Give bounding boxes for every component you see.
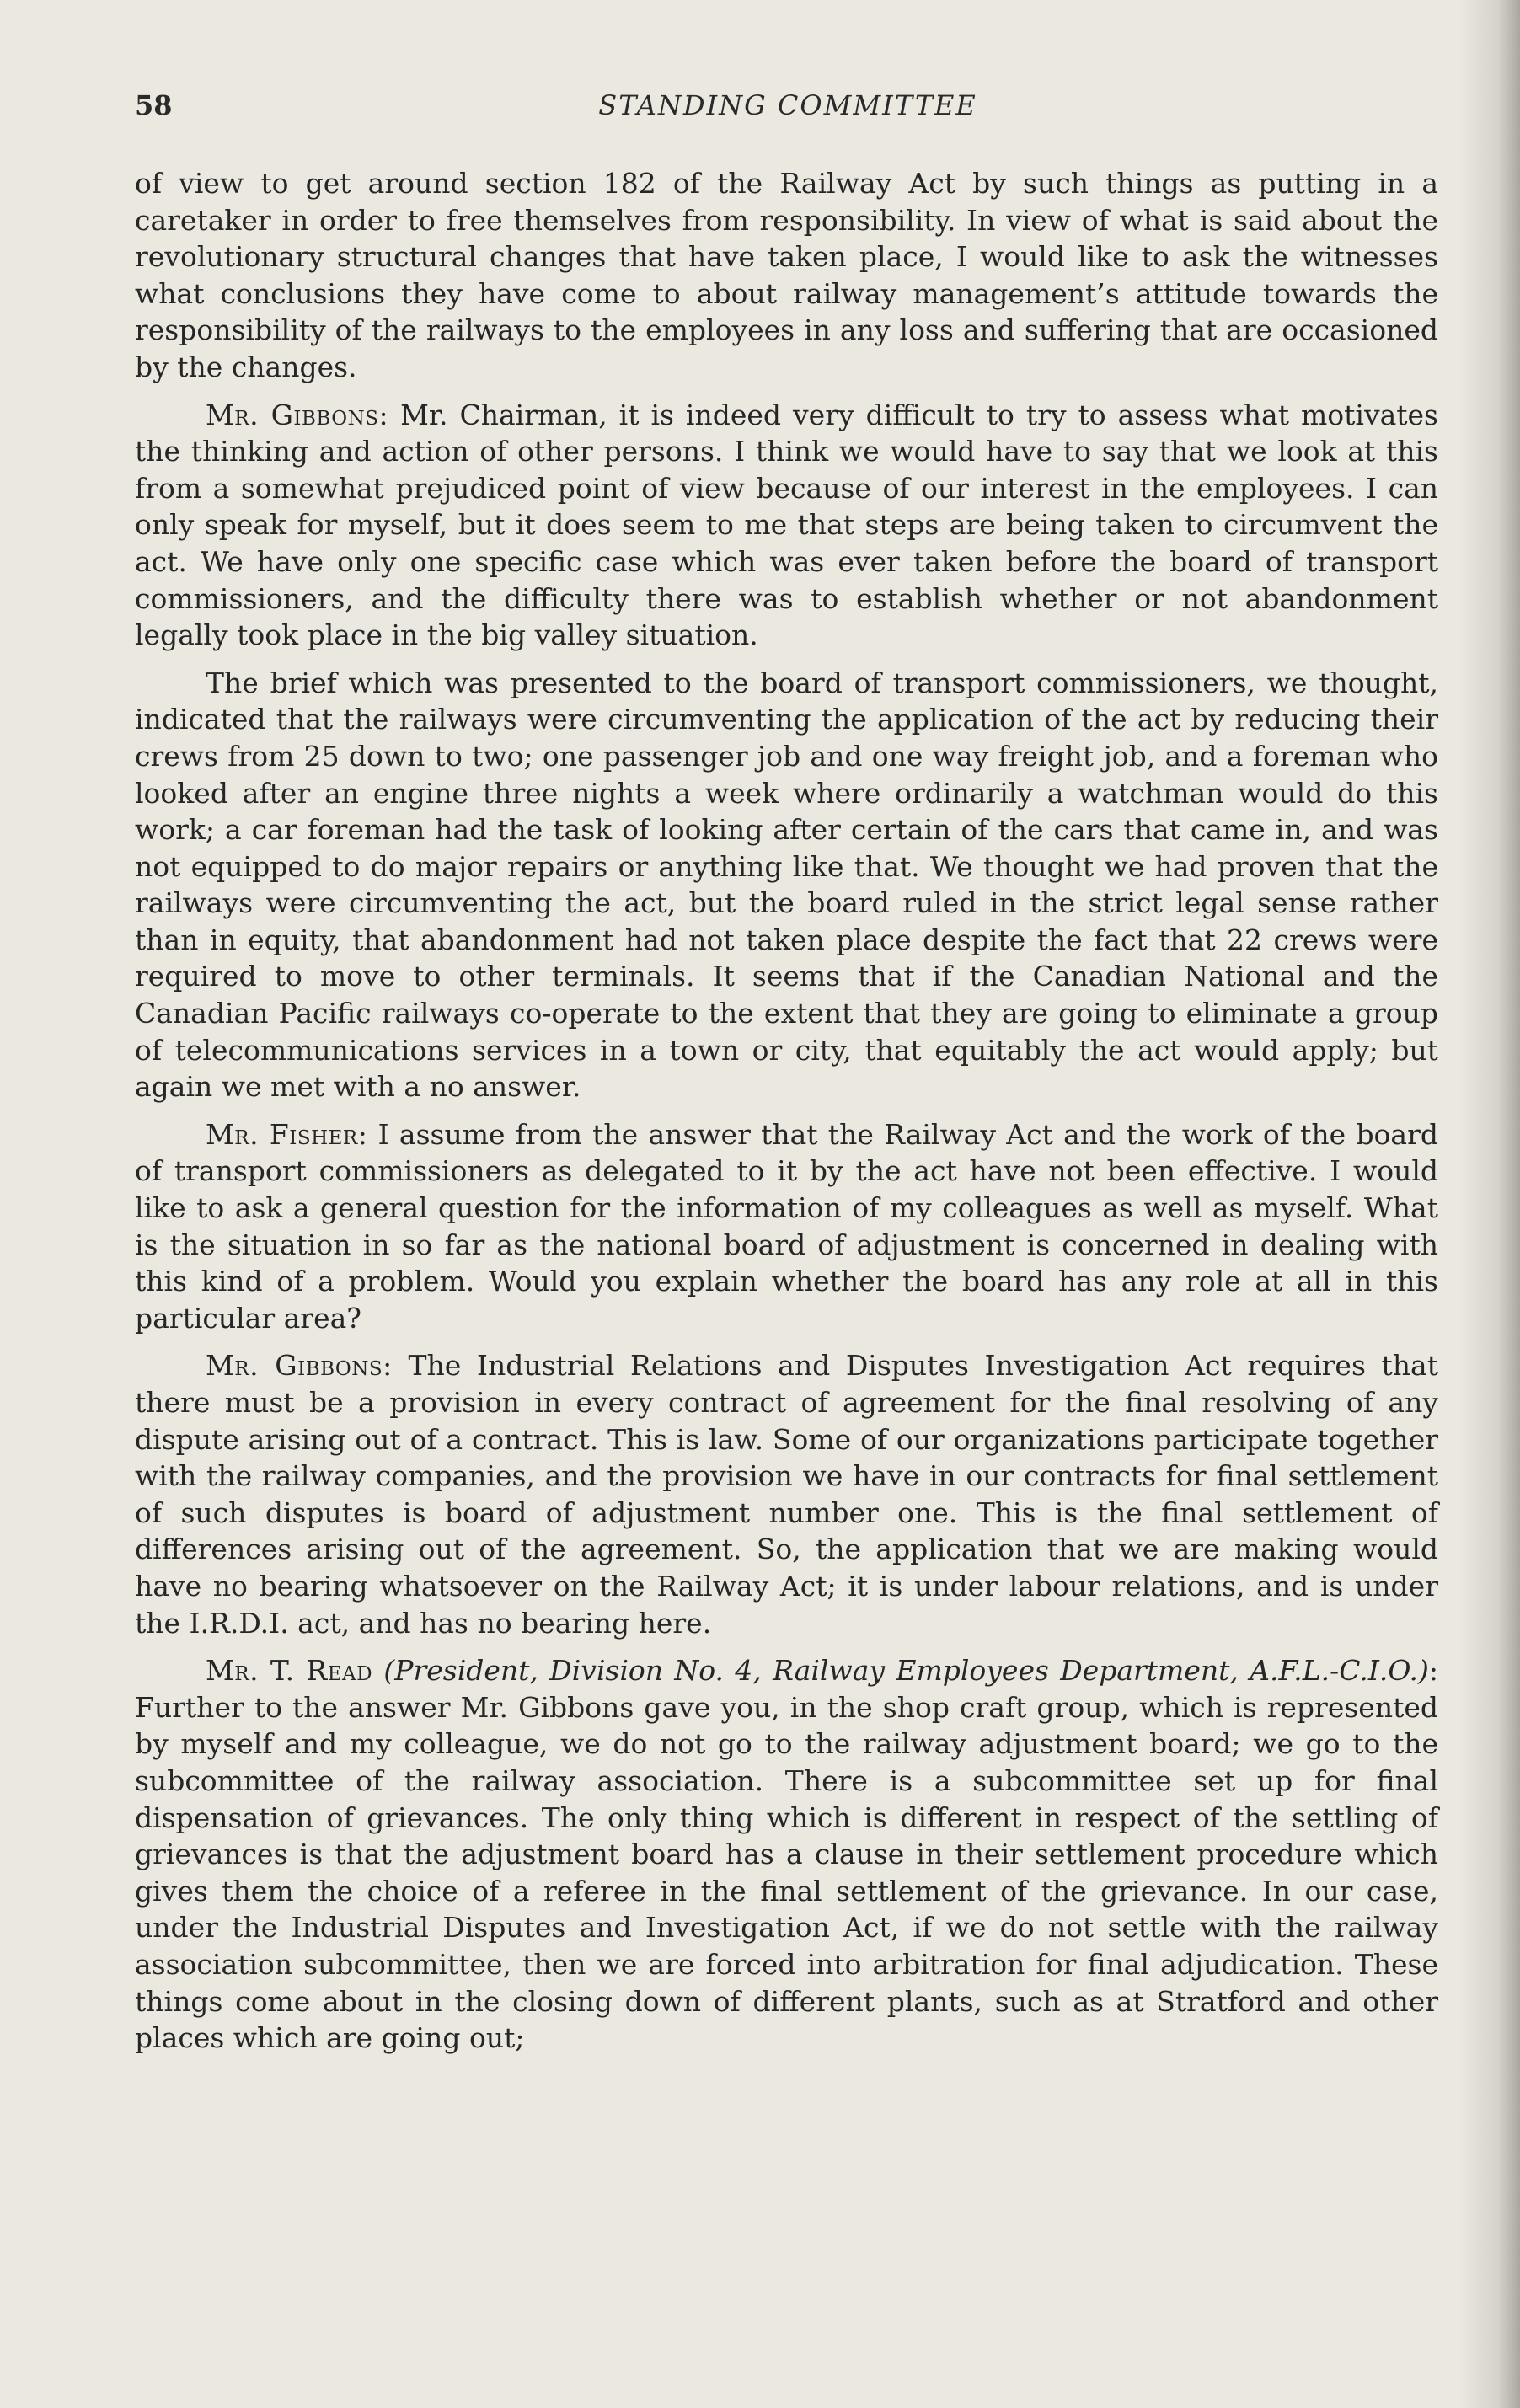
paragraph-brief (135, 665, 1438, 1105)
page-number: 58 (135, 89, 173, 121)
paragraph-text: The brief which was presented to the board of transport commissioners, we thought, indicated that the railways were circumventing the application of the act by reducing their crews from 25 down to two; one passenger job and one way freight job, and a foreman who looked after an engine three nights a week where ordinarily a watchman would do this work; a car foreman had the task of looking after certain of the cars that came in, and was not equipped to do major repairs or anything like that. We thought we had proven that the railways were circumventing the act, but the board ruled in the strict legal sense rather than in equity, that abandonment had not taken place despite the fact that 22 crews were required to move to other terminals. It seems that if the Canadian National and the Canadian Pacific railways co-operate to the extent that they are going to eliminate a group of telecommunications services in a town or city, that equitably the act would apply; but again we met with a no answer. (135, 666, 1438, 1104)
paragraph-text: : Further to the answer Mr. Gibbons gave you, in the shop craft group, which is represented by myself and my colleague, we do not go to the railway adjustment board; we go to the subcommittee of the railway association. There is a subcommittee set up for final dispensation of grievances. The only thing which is different in respect of the settling of grievances is that the adjustment board has a clause in their settlement procedure which gives them the choice of a referee in the final settlement of the grievance. In our case, under the Industrial Disputes and Investigation Act, if we do not settle with the railway association subcommittee, then we are forced into arbitration for final adjudication. These things come about in the closing down of different plants, such as at Stratford and other places which are going out; (135, 1654, 1438, 2055)
paragraph-gibbons-reply (135, 397, 1438, 654)
speaker-name: Mr. Gibbons: (206, 398, 389, 431)
speaker-name: Mr. Fisher: (206, 1117, 368, 1151)
paragraph-continuation (135, 165, 1438, 386)
running-head (135, 89, 1441, 135)
paragraph-text: I assume from the answer that the Railway Act and the work of the board of transport commissioners as delegated to it by the act have not been effective. I would like to ask a general question for the information of my colleagues as well as myself. What is the situation in so far as the national board of adjustment is concerned in dealing with this kind of a problem. Would you explain whether the board has any role at all in this particular area? (135, 1117, 1439, 1335)
speaker-name: Mr. T. Read (206, 1654, 373, 1688)
running-title: STANDING COMMITTEE (598, 89, 977, 121)
speaker-name: Mr. Gibbons: (206, 1349, 393, 1383)
paragraph-fisher-question (135, 1116, 1438, 1337)
body-text (135, 165, 1438, 2068)
paragraph-text: of view to get around section 182 of the Railway Act by such things as putting in a caretaker in order to free themselves from responsibility. In view of what is said about the revolutionary structural changes that have taken place, I would like to ask the witnesses what conclusions they have come to about railway management’s attitude towards the responsibility of the railways to the employees in any loss and suffering that are occasioned by the changes. (135, 167, 1438, 383)
speaker-affiliation: (President, Division No. 4, Railway Employees Department, A.F.L.-C.I.O.) (383, 1654, 1429, 1688)
paragraph-text: Mr. Chairman, it is indeed very difficult to try to assess what motivates the thinking and action of other persons. I think we would have to say that we look at this from a somewhat prejudiced point of view because of our interest in the employees. I can only speak for myself, but it does seem to me that steps are being taken to circumvent the act. We have only one specific case which was ever taken before the board of transport commissioners, and the difficulty there was to establish whether or not abandonment legally took place in the big valley situation. (135, 398, 1438, 652)
paragraph-gibbons-answer (135, 1347, 1438, 1641)
paragraph-text: The Industrial Relations and Disputes Investigation Act requires that there must be a provision in every contract of agreement for the final resolving of any dispute arising out of a contract. This is law. Some of our organizations participate together with the railway companies, and the provision we have in our contracts for final settlement of such disputes is board of adjustment number one. This is the final settlement of differences arising out of the agreement. So, the application that we are making would have no bearing whatsoever on the Railway Act; it is under labour relations, and is under the I.R.D.I. act, and has no bearing here. (135, 1349, 1438, 1640)
paragraph-read-answer (135, 1652, 1438, 2057)
